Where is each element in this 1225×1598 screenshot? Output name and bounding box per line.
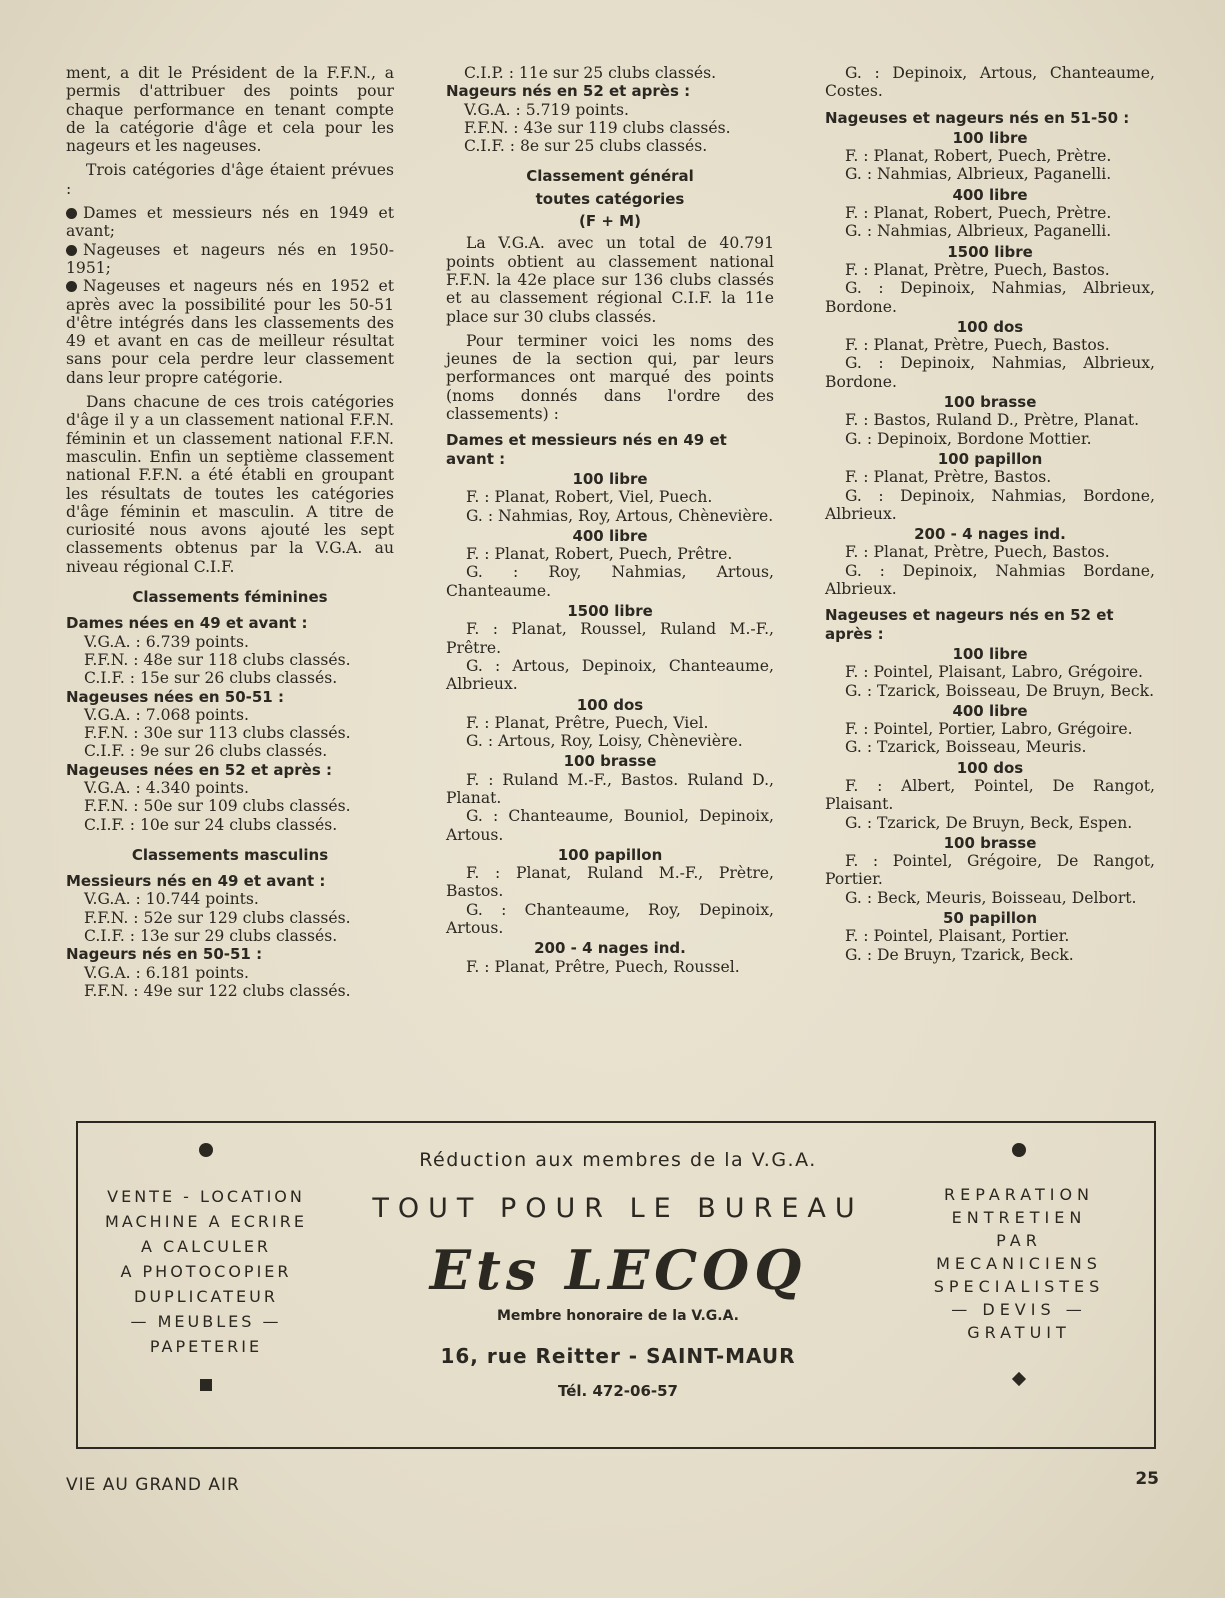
general-paragraph: La V.G.A. avec un total de 40.791 points obtient au classement national F.F.N. la 42e place sur 136 clubs classés et au classement régional C.I.F. la 11e place sur 30 clubs classés. — [446, 234, 774, 326]
event-list — [825, 129, 1155, 598]
event-title: 1500 libre — [567, 602, 653, 621]
event-title: 1500 libre — [947, 242, 1033, 261]
event-girls-line: F. : Planat, Roussel, Ruland M.-F., Prêtre. — [446, 620, 774, 657]
masc-group: Messieurs nés en 49 et avant : V.G.A. : 10.744 points. F.F.N. : 52e sur 129 clubs classés. C.I.F. : 13e sur 29 clubs classés. Nageurs nés en 50-51 : V.G.A. : 6.181 points. F.F.N. : 49e sur 122 clubs classés. — [66, 872, 351, 1000]
event-girls-line: F. : Planat, Robert, Puech, Prètre. — [845, 147, 1112, 166]
ad-left-panel: VENTE - LOCATION MACHINE A ECRIRE A CALCULER A PHOTOCOPIER DUPLICATEUR — MEUBLES — PAPETERIE — [100, 1143, 312, 1398]
heading-general-2: toutes catégories — [535, 189, 685, 208]
event-boys-line: G. : Artous, Depinoix, Chanteaume, Albrieux. — [446, 656, 774, 694]
event-girls-line: F. : Planat, Prêtre, Puech, Roussel. — [466, 957, 740, 976]
event-girls-line: F. : Planat, Robert, Puech, Prêtre. — [466, 545, 733, 564]
event-title: 100 dos — [956, 317, 1024, 336]
event-girls-line: F. : Pointel, Plaisant, Portier. — [845, 927, 1070, 946]
ad-right-panel: REPARATION ENTRETIEN PAR MECANICIENS SPECIALISTES — DEVIS — GRATUIT — [906, 1143, 1132, 1390]
intro-paragraph: ment, a dit le Président de la F.F.N., a permis d'attribuer des points pour chaque performance en tenant compte de la catégorie d'âge et cela pour les nageurs et les nageuses. — [66, 64, 394, 156]
event-boys-line: G. : Beck, Meuris, Boisseau, Delbort. — [845, 888, 1137, 907]
event-boys-line: G. : Nahmias, Albrieux, Paganelli. — [845, 165, 1112, 184]
section-title: Nageuses et nageurs nés en 51-50 : — [825, 108, 1130, 127]
event-girls-line: F. : Pointel, Plaisant, Labro, Grégoire. — [845, 663, 1144, 682]
ad-headline: TOUT POUR LE BUREAU — [372, 1193, 864, 1224]
heading-masculins: Classements masculins — [131, 845, 329, 864]
bullet-item: Dames et messieurs nés en 1949 et avant; — [66, 204, 394, 241]
page-number: 25 — [1135, 1469, 1159, 1489]
heading-general-3: (F + M) — [579, 212, 641, 231]
event-boys-line: G. : Depinoix, Nahmias, Albrieux, Bordone. — [825, 279, 1155, 316]
event-title: 100 brasse — [943, 833, 1037, 852]
event-boys-line: G. : Depinoix, Nahmias, Bordone, Albrieux. — [825, 486, 1155, 523]
paragraph-2: Dans chacune de ces trois catégories d'âge il y a un classement national F.F.N. féminin et un classement national F.F.N. masculin. Enfin un septième classement national F.F.N. a été établi en groupant les résultats de toutes les catégories d'âge féminin et masculin. A titre de curiosité nous avons ajouté les sept classements obtenus par la V.G.A. au niveau régional C.I.F. — [66, 393, 394, 576]
names-paragraph: Pour terminer voici les noms des jeunes de la section qui, par leurs performances ont marqué des points (noms donnés dans l'ordre des classements) : — [446, 331, 774, 424]
advertisement-box — [76, 1121, 1156, 1449]
categories-intro: Trois catégories d'âge étaient prévues : — [66, 161, 394, 198]
event-girls-line: F. : Planat, Robert, Viel, Puech. — [466, 488, 713, 507]
event-title: 100 papillon — [937, 449, 1043, 468]
event-girls-line: F. : Ruland M.-F., Bastos. Ruland D., Planat. — [446, 770, 774, 807]
event-title: 400 libre — [952, 185, 1028, 204]
event-boys-line: G. : Chanteaume, Bouniol, Depinoix, Artous. — [446, 807, 774, 844]
event-title: 100 dos — [576, 695, 644, 714]
event-title: 400 libre — [572, 526, 648, 545]
ad-center-panel — [338, 1139, 898, 1400]
event-boys-line: G. : Nahmias, Albrieux, Paganelli. — [845, 222, 1112, 241]
event-girls-line: F. : Planat, Prêtre, Puech, Viel. — [466, 713, 709, 732]
event-girls-line: F. : Planat, Prètre, Puech, Bastos. — [845, 260, 1110, 279]
ad-membre: Membre honoraire de la V.G.A. — [497, 1308, 739, 1324]
diamond-icon — [1012, 1372, 1026, 1386]
event-list — [825, 645, 1155, 964]
bullet-item: Nageuses et nageurs nés en 1952 et après avec la possibilité pour les 50-51 d'être intégrés dans les classements des 49 et avant en cas de meilleur résultat sans pour cela perdre leur classement dans leur propre catégorie. — [66, 277, 394, 387]
event-list — [446, 470, 774, 976]
event-girls-line: F. : Planat, Prètre, Bastos. — [845, 468, 1052, 487]
bullet-icon — [66, 208, 77, 219]
event-girls-line: F. : Planat, Ruland M.-F., Prètre, Bastos. — [446, 864, 774, 901]
event-title: 100 brasse — [943, 393, 1037, 412]
event-title: 100 dos — [956, 758, 1024, 777]
event-boys-line: G. : De Bruyn, Tzarick, Beck. — [845, 945, 1074, 964]
event-boys-line: G. : Tzarick, De Bruyn, Beck, Espen. — [845, 813, 1133, 832]
event-title: 50 papillon — [942, 909, 1038, 928]
column-3: G. : Depinoix, Artous, Chanteaume, Costes. Nageuses et nageurs nés en 51-50 : 100 libre F. : Planat, Robert, Puech, Prètre. G. : Nahmias, Albrieux, Paganelli. 400 libre F. : Planat, Robert, Puech, Prètre. G. : Nahmias, Albrieux, Paganelli. 1500 libre F. : Planat, Prètre, Puech, Bastos. G. : Depinoix, Nahmias, Albrieux, Bordone. 100 dos F. : Planat, Prètre, Puech, Bastos. G. : Depinoix, Nahmias, Albrieux, Bordone. 100 brasse F. : Bastos, Ruland D., Prètre, Planat. G. : Depinoix, Bordone Mottier. 100 papillon F. : Planat, Prètre, Bastos. G. : Depinoix, Nahmias, Bordone, Albrieux. 200 - 4 nages ind. F. : Planat, Prètre, Puech, Bastos. G. : Depinoix, Nahmias Bordane, Albrieux. Nageuses et nageurs nés en 52 et après : 100 libre F. : Pointel, Plaisant, Labro, Grégoire. G. : Tzarick, Boisseau, De Bruyn, Beck. 400 libre F. : Pointel, Portier, Labro, Grégoire. G. : Tzarick, Boisseau, Meuris. 100 dos F. : Albert, Pointel, De Rangot, Plaisant. G. : Tzarick, De Bruyn, Beck, Espen. 100 brasse F. : Pointel, Grégoire, De Rangot, Portier. G. : Beck, Meuris, Boisseau, Delbort. 50 papillon F. : Pointel, Plaisant, Portier. G. : De Bruyn, Tzarick, Beck. — [825, 64, 1155, 964]
ad-company-name: Ets LECOQ — [429, 1238, 807, 1302]
event-girls-line: F. : Pointel, Portier, Labro, Grégoire. — [845, 720, 1133, 739]
ad-reduction: Réduction aux membres de la V.G.A. — [419, 1149, 817, 1171]
event-girls-line: F. : Planat, Prètre, Puech, Bastos. — [845, 543, 1110, 562]
event-title: 400 libre — [952, 701, 1028, 720]
event-girls-line: F. : Planat, Prètre, Puech, Bastos. — [845, 336, 1110, 355]
event-girls-line: F. : Planat, Robert, Puech, Prètre. — [845, 204, 1112, 223]
dot-icon — [199, 1143, 213, 1157]
event-title: 100 libre — [572, 469, 648, 488]
event-title: 100 brasse — [563, 752, 657, 771]
column-2: C.I.P. : 11e sur 25 clubs classés. Nageurs nés en 52 et après : V.G.A. : 5.719 points. F.F.N. : 43e sur 119 clubs classés. C.I.F. : 8e sur 25 clubs classés. Classement général toutes catégories (F + M) La V.G.A. avec un total de 40.791 points obtient au classement national F.F.N. la 42e place sur 136 clubs classés et au classement régional C.I.F. la 11e place sur 30 clubs classés. Pour terminer voici les noms des jeunes de la section qui, par leurs performances ont marqué des points (noms donnés dans l'ordre des classements) : Dames et messieurs nés en 49 et avant : 100 libre F. : Planat, Robert, Viel, Puech. G. : Nahmias, Roy, Artous, Chènevière. 400 libre F. : Planat, Robert, Puech, Prêtre. G. : Roy, Nahmias, Artous, Chanteaume. 1500 libre F. : Planat, Roussel, Ruland M.-F., Prêtre. G. : Artous, Depinoix, Chanteaume, Albrieux. 100 dos F. : Planat, Prêtre, Puech, Viel. G. : Artous, Roy, Loisy, Chènevière. 100 brasse F. : Ruland M.-F., Bastos. Ruland D., Planat. G. : Chanteaume, Bouniol, Depinoix, Artous. 100 papillon F. : Planat, Ruland M.-F., Prètre, Bastos. G. : Chanteaume, Roy, Depinoix, Artous. 200 - 4 nages ind. F. : Planat, Prêtre, Puech, Roussel. — [446, 64, 774, 976]
event-title: 100 libre — [952, 644, 1028, 663]
event-title: 200 - 4 nages ind. — [914, 525, 1066, 544]
square-icon — [200, 1379, 212, 1391]
bullet-icon — [66, 245, 77, 256]
heading-general: Classement général — [526, 167, 694, 186]
column-1 — [66, 64, 394, 1000]
ad-address: 16, rue Reitter - SAINT-MAUR — [440, 1344, 796, 1368]
event-girls-line: F. : Bastos, Ruland D., Prètre, Planat. — [845, 411, 1140, 430]
event-girls-line: F. : Albert, Pointel, De Rangot, Plaisant. — [825, 776, 1155, 814]
event-boys-line: G. : Roy, Nahmias, Artous, Chanteaume. — [446, 563, 774, 600]
bullet-item: Nageuses et nageurs nés en 1950-1951; — [66, 240, 394, 277]
ad-phone: Tél. 472-06-57 — [558, 1382, 678, 1400]
section-title: Dames et messieurs nés en 49 et avant : — [446, 431, 727, 468]
fem-group: Dames nées en 49 et avant : V.G.A. : 6.739 points. F.F.N. : 48e sur 118 clubs classés. C.I.F. : 15e sur 26 clubs classés. Nageuses nées en 50-51 : V.G.A. : 7.068 points. F.F.N. : 30e sur 113 clubs classés. C.I.F. : 9e sur 26 clubs classés. Nageuses nées en 52 et après : V.G.A. : 4.340 points. F.F.N. : 50e sur 109 clubs classés. C.I.F. : 10e sur 24 clubs classés. — [66, 614, 351, 834]
dot-icon — [1012, 1143, 1026, 1157]
event-boys-line: G. : Depinoix, Bordone Mottier. — [845, 429, 1092, 448]
bullet-icon — [66, 281, 77, 292]
section-title: Nageuses et nageurs nés en 52 et après : — [825, 606, 1114, 643]
event-title: 100 libre — [952, 128, 1028, 147]
event-title: 100 papillon — [557, 845, 663, 864]
event-boys-line: G. : Artous, Roy, Loisy, Chènevière. — [466, 732, 743, 751]
event-girls-line: F. : Pointel, Grégoire, De Rangot, Portier. — [825, 852, 1155, 889]
event-boys-line: G. : Depinoix, Nahmias, Albrieux, Bordone. — [825, 354, 1155, 391]
heading-feminines: Classements féminines — [132, 588, 328, 607]
event-boys-line: G. : Depinoix, Nahmias Bordane, Albrieux. — [825, 561, 1155, 599]
event-boys-line: G. : Tzarick, Boisseau, Meuris. — [845, 738, 1087, 757]
event-boys-line: G. : Nahmias, Roy, Artous, Chènevière. — [466, 506, 774, 525]
event-title: 200 - 4 nages ind. — [534, 939, 686, 958]
event-boys-line: G. : Chanteaume, Roy, Depinoix, Artous. — [446, 900, 774, 938]
event-boys-line: G. : Tzarick, Boisseau, De Bruyn, Beck. — [845, 681, 1155, 700]
magazine-name: VIE AU GRAND AIR — [66, 1475, 240, 1495]
